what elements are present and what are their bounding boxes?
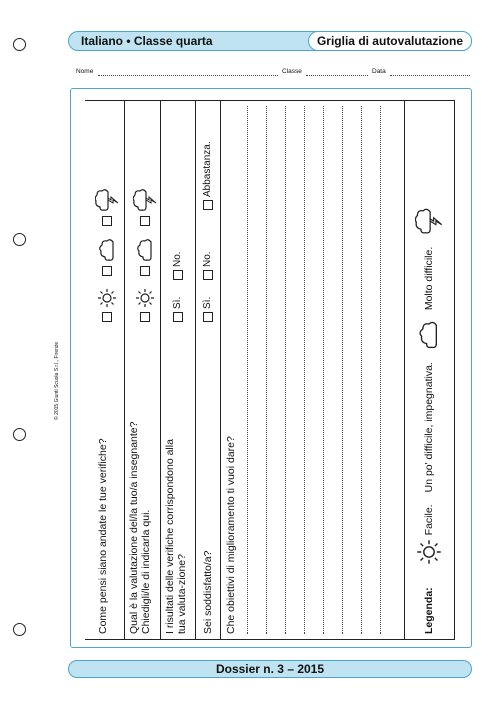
sun-icon bbox=[416, 539, 442, 565]
legend-row bbox=[405, 100, 455, 640]
checkbox[interactable] bbox=[203, 270, 213, 280]
cloud-icon bbox=[136, 238, 154, 262]
classe-label: Classe bbox=[282, 68, 302, 75]
option-label: Abbastanza. bbox=[202, 141, 213, 197]
answer-line[interactable] bbox=[266, 106, 267, 634]
option-si[interactable] bbox=[172, 297, 183, 322]
checkbox[interactable] bbox=[140, 266, 150, 276]
classe-field[interactable] bbox=[306, 75, 368, 76]
option-label: Sì. bbox=[202, 296, 213, 309]
legend-text: Un po' difficile, impegnativa. bbox=[423, 362, 435, 493]
question-text: Sei soddisfatto/a? bbox=[202, 550, 214, 634]
grid-viewport bbox=[85, 100, 455, 640]
legend-text: Molto difficile. bbox=[423, 246, 435, 311]
checkbox[interactable] bbox=[140, 312, 150, 322]
question-row-5 bbox=[221, 100, 405, 640]
option-label: Sì. bbox=[172, 296, 183, 309]
option-label: No. bbox=[172, 251, 183, 267]
nome-label: Nome bbox=[76, 68, 94, 75]
question-row-4 bbox=[196, 100, 221, 640]
checkbox[interactable] bbox=[203, 200, 213, 210]
question-row-3 bbox=[161, 100, 196, 640]
option-abbastanza[interactable] bbox=[202, 141, 213, 210]
answer-line[interactable] bbox=[323, 106, 324, 634]
question-row-1 bbox=[85, 100, 125, 640]
legend-text: Facile. bbox=[423, 504, 435, 536]
sun-icon bbox=[135, 288, 155, 308]
option-si[interactable] bbox=[202, 297, 213, 322]
checkbox[interactable] bbox=[102, 266, 112, 276]
checkbox[interactable] bbox=[102, 216, 112, 226]
data-label: Data bbox=[372, 68, 386, 75]
question-row-2 bbox=[125, 100, 161, 640]
option-no[interactable] bbox=[202, 251, 213, 280]
question-text: Che obiettivi di miglioramento ti vuoi dare? bbox=[225, 436, 237, 634]
storm-cloud-icon bbox=[95, 186, 119, 212]
answer-line[interactable] bbox=[304, 106, 305, 634]
answer-line[interactable] bbox=[380, 106, 381, 634]
sun-icon bbox=[97, 288, 117, 308]
data-field[interactable] bbox=[390, 75, 470, 76]
binder-hole bbox=[13, 428, 26, 441]
cloud-icon bbox=[418, 320, 440, 350]
option-no[interactable] bbox=[172, 251, 183, 280]
legend-label: Legenda: bbox=[423, 587, 435, 634]
answer-line[interactable] bbox=[285, 106, 286, 634]
cloud-icon bbox=[98, 238, 116, 262]
checkbox[interactable] bbox=[102, 312, 112, 322]
subject-label: Italiano • Classe quarta bbox=[81, 34, 213, 48]
storm-cloud-icon bbox=[133, 186, 157, 212]
rating-options bbox=[133, 186, 157, 322]
copyright-notice: © 2015 Giunti Scuola S.r.l., Firenze bbox=[54, 341, 60, 420]
question-text: Qual è la valutazione del/la tuo/a insegnante? Chiedigli/le di indicarla qui. bbox=[128, 421, 152, 634]
page-header bbox=[68, 31, 472, 51]
question-text: I risultati delle verifiche corrispondono alla tua valuta-zione? bbox=[164, 439, 188, 634]
checkbox[interactable] bbox=[203, 312, 213, 322]
answer-line[interactable] bbox=[342, 106, 343, 634]
rating-options bbox=[95, 186, 119, 322]
checkbox[interactable] bbox=[173, 312, 183, 322]
page-title: Griglia di autovalutazione bbox=[308, 31, 472, 51]
checkbox[interactable] bbox=[140, 216, 150, 226]
legend bbox=[415, 205, 443, 634]
checkbox[interactable] bbox=[173, 270, 183, 280]
binder-hole bbox=[13, 623, 26, 636]
nome-field[interactable] bbox=[98, 75, 278, 76]
answer-line[interactable] bbox=[361, 106, 362, 634]
student-fields bbox=[76, 68, 472, 80]
page-footer: Dossier n. 3 – 2015 bbox=[68, 660, 472, 678]
option-label: No. bbox=[202, 251, 213, 267]
storm-cloud-icon bbox=[415, 205, 443, 235]
question-text: Come pensi siano andate le tue verifiche? bbox=[97, 438, 109, 634]
binder-hole bbox=[13, 38, 26, 51]
self-assessment-grid bbox=[85, 100, 455, 640]
binder-hole bbox=[13, 233, 26, 246]
answer-line[interactable] bbox=[247, 106, 248, 634]
